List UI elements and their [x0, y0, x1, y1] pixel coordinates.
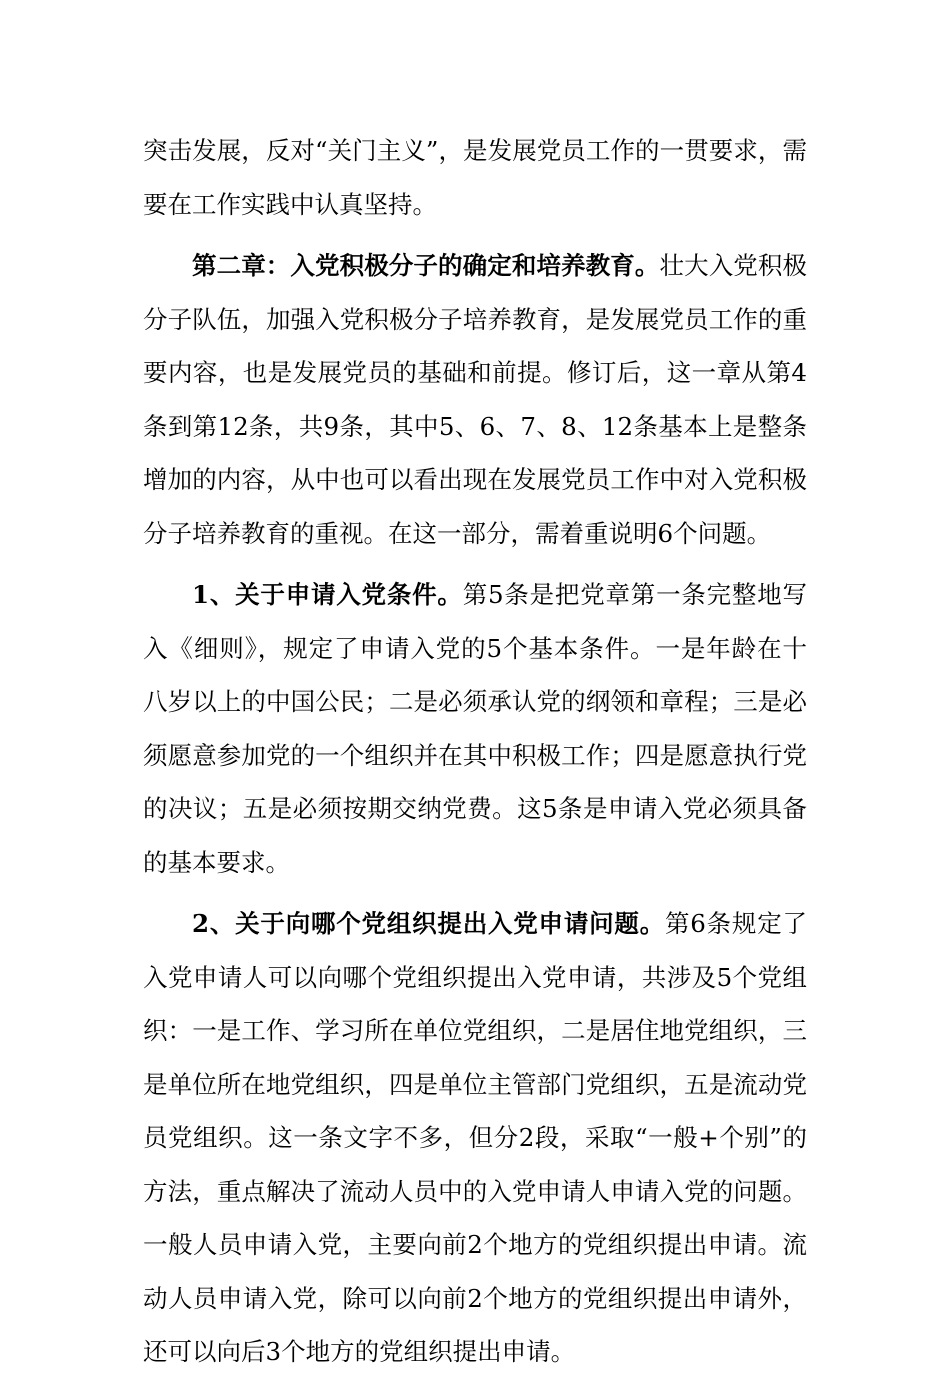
paragraph-text: 第5条是把党章第一条完整地写入《细则》，规定了申请入党的5个基本条件。一是年龄在十八岁以上的中国公民；二是必须承认党的纲领和章程；三是必须愿意参加党的一个组织并在其中积极工作；四是愿意执行党的决议；五是必须按期交纳党费。这5条是申请入党必须具备的基本要求。 [143, 580, 808, 877]
item-heading: 2、关于向哪个党组织提出入党申请问题。 [192, 909, 665, 938]
paragraph-text: 壮大入党积极分子队伍，加强入党积极分子培养教育，是发展党员工作的重要内容，也是发展党员的基础和前提。修订后，这一章从第4条到第12条，共9条，其中5、6、7、8、12条基本上是整条增加的内容，从中也可以看出现在发展党员工作中对入党积极分子培养教育的重视。在这一部分，需着重说明6个问题。 [143, 251, 808, 548]
item-heading: 1、关于申请入党条件。 [192, 580, 463, 609]
paragraph-text: 突击发展，反对“关门主义”，是发展党员工作的一贯要求，需要在工作实践中认真坚持。 [143, 136, 807, 219]
paragraph-text: 第6条规定了入党申请人可以向哪个党组织提出入党申请，共涉及5个党组织：一是工作、学习所在单位党组织，二是居住地党组织，三是单位所在地党组织，四是单位主管部门党组织，五是流动党员党组织。这一条文字不多，但分2段，采取“一般+个别”的方法，重点解决了流动人员中的入党申请人申请入党的问题。一般人员申请入党，主要向前2个地方的党组织提出申请。流动人员申请入党，除可以向前2个地方的党组织提出申请外，还可以向后3个地方的党组织提出申请。 [143, 909, 808, 1366]
paragraph-item-2 [143, 897, 807, 1379]
chapter-heading: 第二章：入党积极分子的确定和培养教育。 [192, 251, 660, 280]
document-page [143, 124, 807, 1387]
paragraph-chapter-two [143, 239, 807, 560]
paragraph-continuation [143, 124, 807, 231]
paragraph-item-1 [143, 568, 807, 889]
